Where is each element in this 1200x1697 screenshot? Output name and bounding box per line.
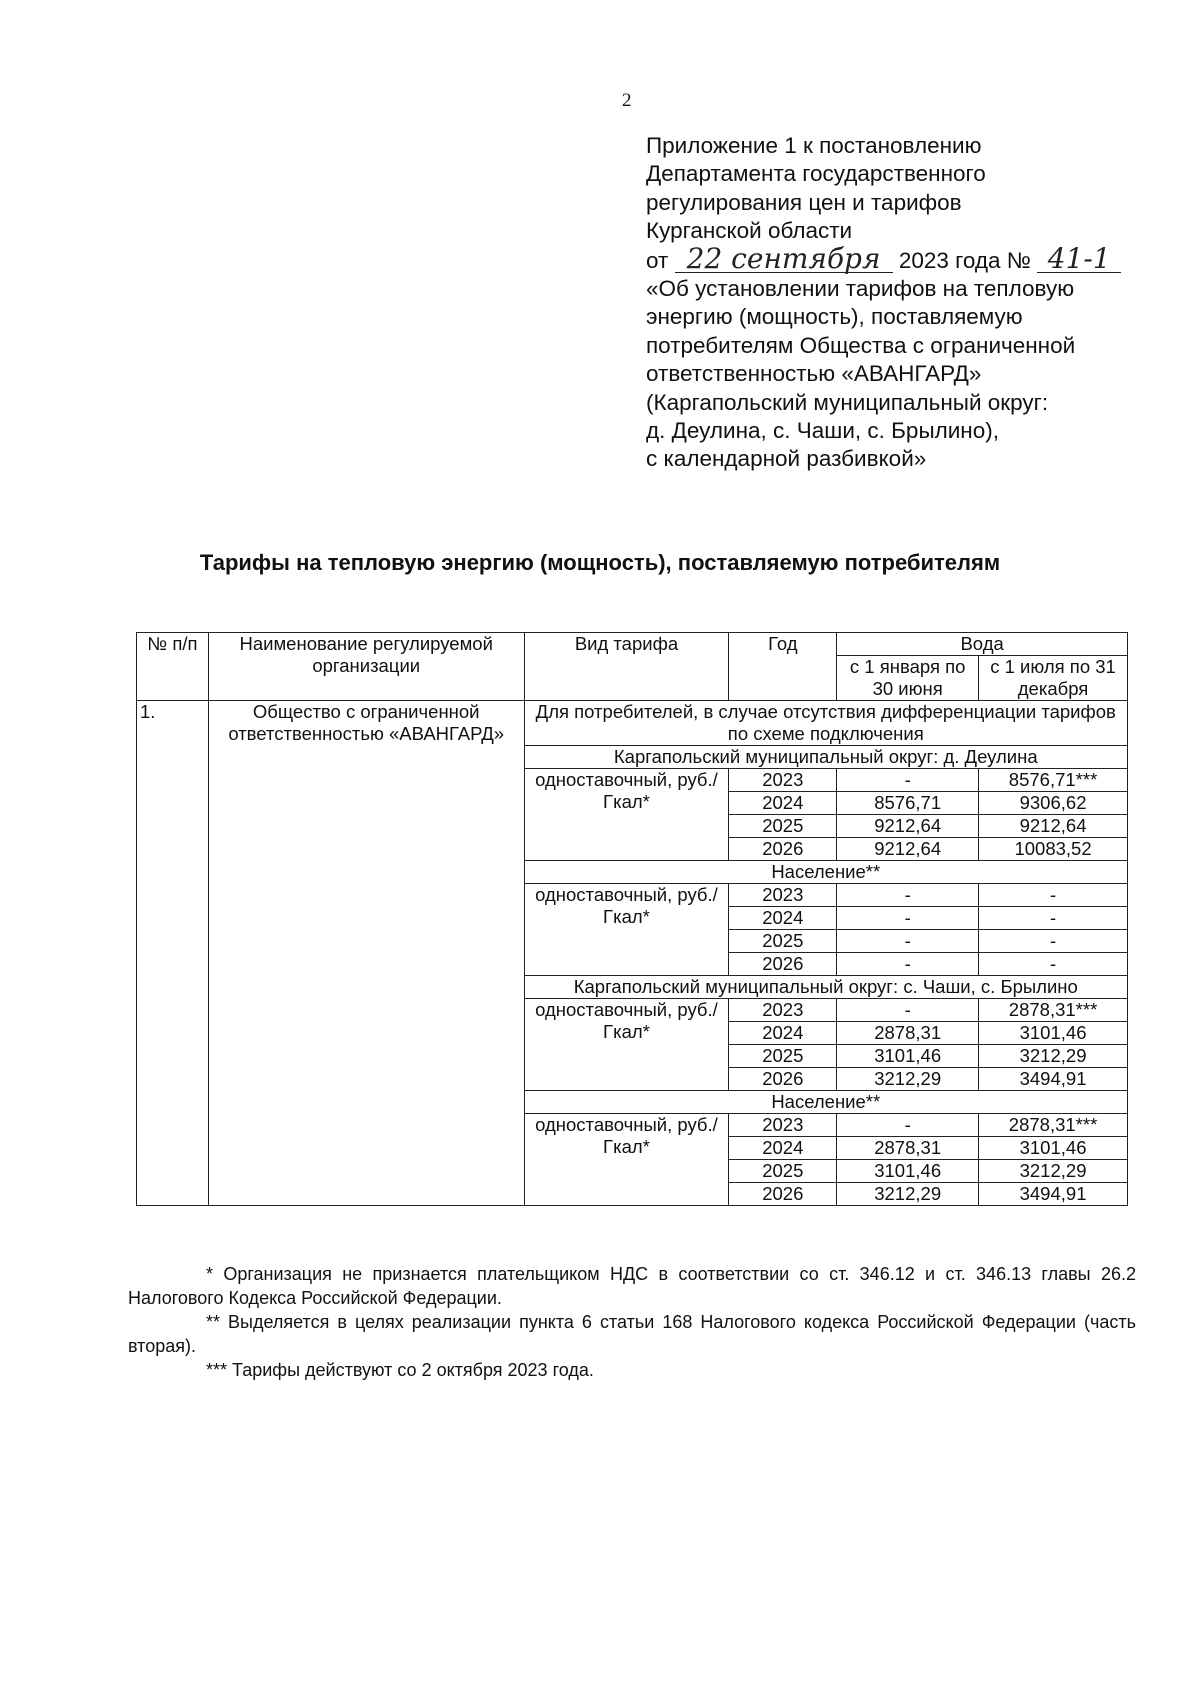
annex-subject-line: энергию (мощность), поставляемую [646, 304, 1023, 330]
date-suffix: 2023 года № [898, 247, 1031, 273]
year-cell: 2023 [729, 884, 837, 907]
header-period-2: с 1 июля по 31 декабря [979, 656, 1128, 701]
footnote: *** Тарифы действуют со 2 октября 2023 года. [206, 1360, 594, 1380]
tariff-value-period-1: 3212,29 [837, 1068, 979, 1091]
tariff-value-period-1: - [837, 769, 979, 792]
year-cell: 2026 [729, 1183, 837, 1206]
annex-subject-line: д. Деулина, с. Чаши, с. Брылино), [646, 418, 999, 444]
tariff-value-period-2: 3494,91 [979, 1068, 1128, 1091]
year-cell: 2025 [729, 1045, 837, 1068]
annex-subject-line: (Каргапольский муниципальный округ: [646, 389, 1049, 415]
tariff-value-period-2: 2878,31*** [979, 999, 1128, 1022]
tariff-value-period-2: - [979, 907, 1128, 930]
tariff-value-period-2: - [979, 930, 1128, 953]
header-water: Вода [837, 633, 1128, 656]
tariff-type: одноставочный, руб./Гкал* [524, 1114, 729, 1206]
location-name: Каргапольский муниципальный округ: с. Чаши, с. Брылино [524, 976, 1127, 999]
annex-line: Приложение 1 к постановлению [646, 133, 982, 158]
tariff-value-period-1: 3101,46 [837, 1045, 979, 1068]
year-cell: 2025 [729, 930, 837, 953]
tariff-value-period-2: 3212,29 [979, 1045, 1128, 1068]
tariff-value-period-1: 3101,46 [837, 1160, 979, 1183]
year-cell: 2024 [729, 907, 837, 930]
tariff-value-period-1: - [837, 907, 979, 930]
tariff-value-period-2: 2878,31*** [979, 1114, 1128, 1137]
tariff-value-period-2: - [979, 884, 1128, 907]
note-no-differentiation: Для потребителей, в случае отсутствия дифференциации тарифов по схеме подключения [524, 701, 1127, 746]
year-cell: 2026 [729, 953, 837, 976]
tariff-value-period-1: - [837, 930, 979, 953]
tariff-table [136, 632, 1128, 1206]
annex-subject-line: ответственностью «АВАНГАРД» [646, 361, 982, 387]
tariff-table-body [137, 633, 1128, 1206]
year-cell: 2024 [729, 1022, 837, 1045]
table-row [137, 701, 1128, 746]
handwritten-date: 22 сентября [675, 246, 893, 273]
table-header-row [137, 633, 1128, 656]
tariff-value-period-1: 9212,64 [837, 838, 979, 861]
tariff-value-period-2: 3101,46 [979, 1022, 1128, 1045]
organization-name: Общество с ограниченной ответственностью «АВАНГАРД» [208, 701, 524, 1206]
tariff-type: одноставочный, руб./Гкал* [524, 999, 729, 1091]
annex-subject-line: с календарной разбивкой» [646, 446, 927, 472]
tariff-value-period-1: - [837, 884, 979, 907]
annex-subject-line: «Об установлении тарифов на тепловую [646, 276, 1075, 302]
footnotes [128, 1262, 1136, 1382]
annex-block [646, 132, 1166, 474]
year-cell: 2023 [729, 1114, 837, 1137]
tariff-value-period-1: 2878,31 [837, 1022, 979, 1045]
date-prefix: от [646, 247, 669, 273]
consumer-group-label: Население** [524, 1091, 1127, 1114]
tariff-value-period-2: 3494,91 [979, 1183, 1128, 1206]
tariff-value-period-2: - [979, 953, 1128, 976]
tariff-value-period-2: 10083,52 [979, 838, 1128, 861]
annex-line: регулирования цен и тарифов [646, 189, 962, 215]
header-org: Наименование регулируемой организации [208, 633, 524, 701]
annex-subject-line: потребителям Общества с ограниченной [646, 332, 1076, 358]
tariff-value-period-2: 3101,46 [979, 1137, 1128, 1160]
page-number-text: 2 [622, 90, 632, 111]
tariff-type: одноставочный, руб./Гкал* [524, 769, 729, 861]
year-cell: 2023 [729, 769, 837, 792]
footnote: * Организация не признается плательщиком НДС в соответствии со ст. 346.12 и ст. 346.13 главы 26.2 Налогового Кодекса Российской Федерации. [128, 1264, 1136, 1308]
header-tariff-type: Вид тарифа [524, 633, 729, 701]
header-num: № п/п [137, 633, 209, 701]
handwritten-number: 41-1 [1037, 246, 1121, 273]
annex-date-line [646, 241, 1166, 275]
footnote: ** Выделяется в целях реализации пункта 6 статьи 168 Налогового кодекса Российской Федерации (часть вторая). [128, 1312, 1136, 1356]
document-title: Тарифы на тепловую энергию (мощность), поставляемую потребителям [199, 550, 1001, 575]
annex-line: Курганской области [646, 218, 853, 244]
tariff-value-period-1: - [837, 1114, 979, 1137]
row-number: 1. [137, 701, 209, 1206]
year-cell: 2026 [729, 1068, 837, 1091]
tariff-value-period-1: - [837, 999, 979, 1022]
tariff-value-period-2: 8576,71*** [979, 769, 1128, 792]
tariff-value-period-1: 3212,29 [837, 1183, 979, 1206]
header-year: Год [729, 633, 837, 701]
tariff-value-period-1: 8576,71 [837, 792, 979, 815]
tariff-value-period-2: 9306,62 [979, 792, 1128, 815]
consumer-group-label: Население** [524, 861, 1127, 884]
year-cell: 2024 [729, 792, 837, 815]
header-period-1: с 1 января по 30 июня [837, 656, 979, 701]
tariff-value-period-2: 3212,29 [979, 1160, 1128, 1183]
tariff-value-period-1: - [837, 953, 979, 976]
tariff-value-period-1: 2878,31 [837, 1137, 979, 1160]
tariff-value-period-2: 9212,64 [979, 815, 1128, 838]
year-cell: 2025 [729, 1160, 837, 1183]
tariff-value-period-1: 9212,64 [837, 815, 979, 838]
year-cell: 2024 [729, 1137, 837, 1160]
tariff-type: одноставочный, руб./Гкал* [524, 884, 729, 976]
annex-line: Департамента государственного [646, 161, 986, 187]
year-cell: 2025 [729, 815, 837, 838]
year-cell: 2026 [729, 838, 837, 861]
year-cell: 2023 [729, 999, 837, 1022]
location-name: Каргапольский муниципальный округ: д. Деулина [524, 746, 1127, 769]
